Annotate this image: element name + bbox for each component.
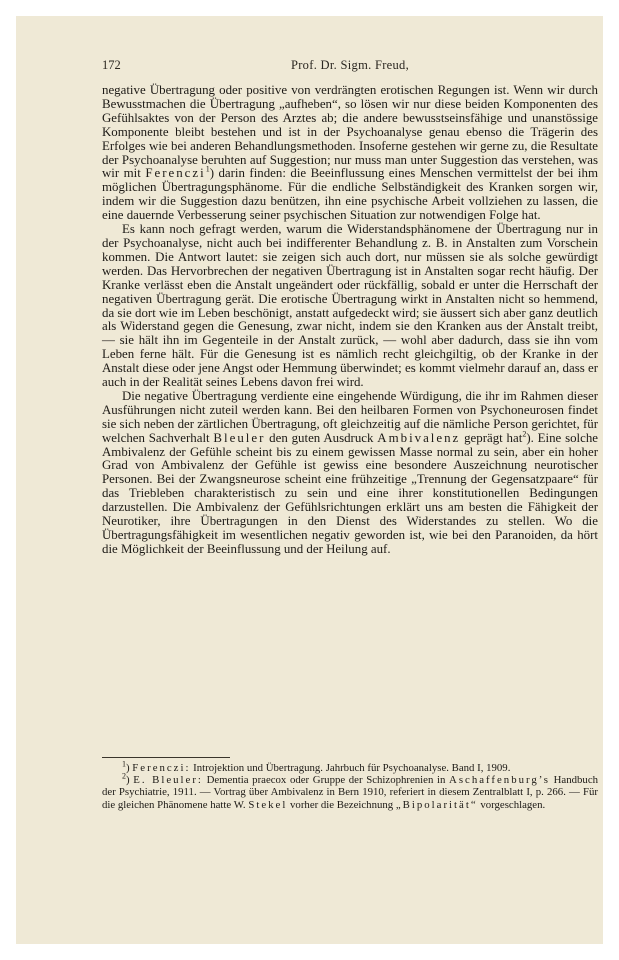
footnote-2-part-a: Dementia praecox oder Gruppe der Schizophrenien in [202,774,450,787]
paragraph-3-part-d: ). Eine solche Ambivalenz der Gefühle scheint bis zu einem gewissen Masse normal zu sein, aber ein hoher Grad von Ambivalenz der Gefühle ist gewiss eine besondere Auszeichnung neurotischer Personen. Bei der Zwangsneurose scheint eine frühzeitige „Trennung der Gegensatzpaare“ für das Triebleben charakteristisch zu sein und eine ihrer konstitutionellen Bedingungen darzustellen. Die Ambivalenz der Gefühlsrichtungen erklärt uns am besten die Fähigkeit der Neurotiker, ihre Übertragungen in den Dienst des Widerstandes zu stellen. Wo die Übertragungsfähigkeit im wesentlichen negativ geworden ist, wie bei den Paranoiden, da hört die Möglichkeit der Beeinflussung und der Heilung auf. [102,430,598,556]
footnote-ref-1: 1 [205,165,210,175]
author-name-bleuler: Bleuler [213,430,266,445]
footnote-1 [102,759,598,774]
paragraph-1-part-a: negative Übertragung oder positive von verdrängten erotischen Regungen ist. Wenn wir durch Bewusstmachen die Übertragung „aufheben“, so lösen wir nur diese beiden Komponenten des Gefühlsaktes von der Person des Arztes ab; die andere bewusstseinsfähige und unanstössige Komponente bleibt bestehen und ist in der Psychoanalyse genau ebenso die Trägerin des Erfolges wie bei anderen Behandlungsmethoden. Insoferne gestehen wir gerne zu, die Resultate der Psychoanalyse beruhten auf Suggestion; nur muss man unter Suggestion das verstehen, was wir mit [102,83,598,181]
paragraph-2: Es kann noch gefragt werden, warum die Widerstandsphänomene der Übertragung nur in der Psychoanalyse, nicht auch bei indifferenter Behandlung z. B. in Anstalten zum Vorschein kommen. Die Antwort lautet: sie zeigen sich auch dort, nur müssen sie als solche gewürdigt werden. Das Hervorbrechen der negativen Übertragung ist in Anstalten sogar recht häufig. Der Kranke verlässt eben die Anstalt ungeändert oder rückfällig, sobald er unter die Herrschaft der negativen Übertragung gerät. Die erotische Übertragung wirkt in Anstalten nicht so hemmend, da sie dort wie im Leben beschönigt, anstatt aufgedeckt wird; sie äussert sich aber ganz deutlich als Widerstand gegen die Genesung, zwar nicht, indem sie den Kranken aus der Anstalt treibt, — sie hält ihn im Gegenteile in der Anstalt zurück, — wohl aber dadurch, dass sie ihn vom Leben ferne hält. Für die Genesung ist es nämlich recht gleichgiltig, ob der Kranke in der Anstalt diese oder jene Angst oder Hemmung überwindet; es kommt vielmehr darauf an, dass er auch in der Realität seines Lebens davon frei wird. [102,222,598,390]
paragraph-3-part-a: Die negative Übertragung verdiente eine eingehende Würdigung, die ihr im Rahmen dieser Ausführungen nicht zuteil werden kann. Bei den heilbaren Formen von Psychoneurosen findet sie sich neben der zärtlichen Übertragung, oft gleichzeitig auf die nämliche Person gerichtet, für welchen Sachverhalt [102,388,598,445]
footnotes [102,759,599,811]
paragraph-3-part-c: geprägt hat [460,430,523,445]
footnote-2-part-d: vorgeschlagen. [477,798,546,811]
footnote-1-paren: ) [126,762,133,774]
paragraph-1-part-b: ) darin finden: die Beeinflussung eines Menschen vermittelst der bei ihm möglichen Übertragungsphänome. Für die endliche Selbständigkeit des Kranken sorgen wir, indem wir die Suggestion dazu benützen, ihn eine psychische Arbeit vollziehen zu lassen, die eine dauernde Verbesserung seiner psychischen Situation zur notwendigen Folge hat. [102,166,598,223]
footnote-2-stekel: Stekel [248,798,288,811]
term-ambivalenz: Ambivalenz [377,430,461,445]
footnote-2-term-bipolaritaet: „Bipolarität“ [395,798,478,811]
paragraph-1 [102,84,598,223]
footnote-2-paren: ) [126,774,134,787]
footnote-divider [102,757,230,758]
page-header [102,58,598,78]
footnote-2-aschaffenburg: Aschaffenburg’s [449,774,550,787]
author-name-ferenczi: Ferenczi [145,166,206,181]
footnote-1-text: Introjektion und Übertragung. Jahrbuch für Psychoanalyse. Band I, 1909. [190,762,511,774]
footnote-2-marker: 2 [122,771,126,781]
footnote-ref-2: 2 [522,429,527,439]
paragraph-3-part-b: den guten Ausdruck [265,430,378,445]
page-number: 172 [102,58,121,72]
main-text [102,84,598,557]
footnote-1-author: Ferenczi: [132,762,191,774]
footnote-2-part-b: Handbuch der Psychiatrie, 1911. — Vortrag über Ambivalenz in Bern 1910, referiert in diesem Zentralblatt I, p. 266. — Für die gleichen Phänomene hatte W. [102,774,599,811]
footnote-1-marker: 1 [122,759,126,769]
paragraph-3 [102,390,598,557]
footnote-2 [102,771,599,811]
running-head: Prof. Dr. Sigm. Freud, [290,58,410,72]
footnote-2-part-c: vorher die Bezeichnung [287,798,396,811]
footnote-2-author: E. Bleuler: [133,774,203,787]
